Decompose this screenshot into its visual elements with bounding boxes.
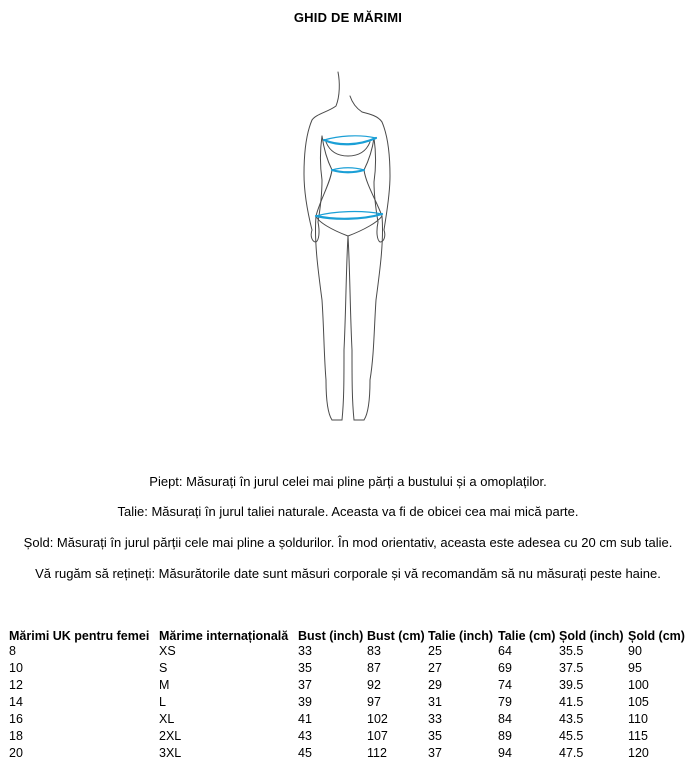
waist-measure-line: [332, 170, 364, 172]
cell-uk-size: 12: [9, 678, 23, 692]
header-hip-inch: Șold (inch): [559, 628, 624, 643]
cell-hip-cm: 115: [628, 729, 648, 743]
header-international-size: Mărime internațională: [159, 628, 289, 643]
cell-hip-cm: 110: [628, 712, 648, 726]
header-uk-size: Mărimi UK pentru femei: [9, 628, 150, 643]
disclaimer-note: Vă rugăm să rețineți: Măsurătorile date sunt măsuri corporale și vă recomandăm să nu măsurați peste haine.: [35, 566, 661, 581]
cell-international-size: M: [159, 678, 170, 692]
table-row: [9, 661, 688, 678]
cell-uk-size: 8: [9, 644, 16, 658]
header-waist-inch: Talie (inch): [428, 628, 494, 643]
cell-uk-size: 16: [9, 712, 23, 726]
cell-waist-inch: 37: [428, 746, 442, 760]
cell-waist-cm: 74: [498, 678, 512, 692]
header-bust-inch: Bust (inch): [298, 628, 364, 643]
cell-hip-inch: 41.5: [559, 695, 584, 709]
header-hip-cm: Șold (cm): [628, 628, 685, 643]
cell-international-size: L: [159, 695, 166, 709]
cell-waist-cm: 84: [498, 712, 512, 726]
cell-waist-cm: 89: [498, 729, 512, 743]
cell-uk-size: 20: [9, 746, 23, 760]
cell-bust-cm: 87: [367, 661, 381, 675]
bust-measure-back: [324, 136, 376, 140]
waist-measure-back: [332, 168, 364, 170]
bust-note: Piept: Măsurați în jurul celei mai pline părți a bustului și a omoplaților.: [149, 474, 547, 489]
cell-waist-inch: 35: [428, 729, 442, 743]
cell-bust-cm: 102: [367, 712, 388, 726]
bust-measure-line: [324, 138, 376, 144]
cell-bust-inch: 39: [298, 695, 312, 709]
body-measurement-figure-icon: [298, 70, 398, 426]
cell-international-size: XS: [159, 644, 176, 658]
cell-waist-inch: 33: [428, 712, 442, 726]
waist-note: Talie: Măsurați în jurul taliei naturale. Aceasta va fi de obicei cea mai mică parte.: [117, 504, 579, 519]
body-outline: [304, 72, 390, 420]
table-row: [9, 695, 688, 712]
header-waist-cm: Talie (cm): [498, 628, 556, 643]
cell-bust-inch: 43: [298, 729, 312, 743]
cell-bust-inch: 35: [298, 661, 312, 675]
cell-waist-inch: 29: [428, 678, 442, 692]
cell-hip-inch: 45.5: [559, 729, 584, 743]
cell-bust-cm: 97: [367, 695, 381, 709]
cell-hip-inch: 43.5: [559, 712, 584, 726]
cell-bust-inch: 37: [298, 678, 312, 692]
cell-waist-inch: 31: [428, 695, 442, 709]
page-title: GHID DE MĂRIMI: [293, 10, 403, 25]
cell-hip-inch: 47.5: [559, 746, 584, 760]
cell-hip-cm: 100: [628, 678, 649, 692]
header-bust-cm: Bust (cm): [367, 628, 425, 643]
cell-waist-inch: 25: [428, 644, 442, 658]
cell-bust-cm: 107: [367, 729, 388, 743]
cell-international-size: XL: [159, 712, 175, 726]
cell-hip-inch: 37.5: [559, 661, 584, 675]
cell-international-size: S: [159, 661, 168, 675]
table-row: [9, 746, 688, 763]
hip-note: Șold: Măsurați în jurul părții cele mai pline a șoldurilor. În mod orientativ, aceasta este adesea cu 20 cm sub talie.: [23, 535, 673, 550]
cell-waist-inch: 27: [428, 661, 442, 675]
table-row: [9, 712, 688, 729]
table-header-row: [9, 627, 688, 644]
cell-hip-inch: 35.5: [559, 644, 584, 658]
cell-uk-size: 18: [9, 729, 23, 743]
cell-hip-cm: 105: [628, 695, 649, 709]
table-row: [9, 678, 688, 695]
table-row: [9, 729, 688, 746]
cell-bust-cm: 83: [367, 644, 381, 658]
cell-waist-cm: 69: [498, 661, 512, 675]
cell-hip-cm: 90: [628, 644, 642, 658]
cell-waist-cm: 94: [498, 746, 512, 760]
table-row: [9, 644, 688, 661]
cell-hip-inch: 39.5: [559, 678, 584, 692]
hip-measure-line: [316, 214, 382, 219]
cell-bust-cm: 112: [367, 746, 387, 760]
cell-international-size: 3XL: [159, 746, 182, 760]
cell-uk-size: 14: [9, 695, 23, 709]
cell-bust-inch: 41: [298, 712, 312, 726]
cell-hip-cm: 120: [628, 746, 649, 760]
cell-bust-cm: 92: [367, 678, 381, 692]
cell-uk-size: 10: [9, 661, 23, 675]
cell-waist-cm: 64: [498, 644, 512, 658]
cell-bust-inch: 45: [298, 746, 312, 760]
cell-bust-inch: 33: [298, 644, 312, 658]
cell-waist-cm: 79: [498, 695, 512, 709]
size-table: [9, 627, 688, 763]
cell-hip-cm: 95: [628, 661, 642, 675]
cell-international-size: 2XL: [159, 729, 182, 743]
